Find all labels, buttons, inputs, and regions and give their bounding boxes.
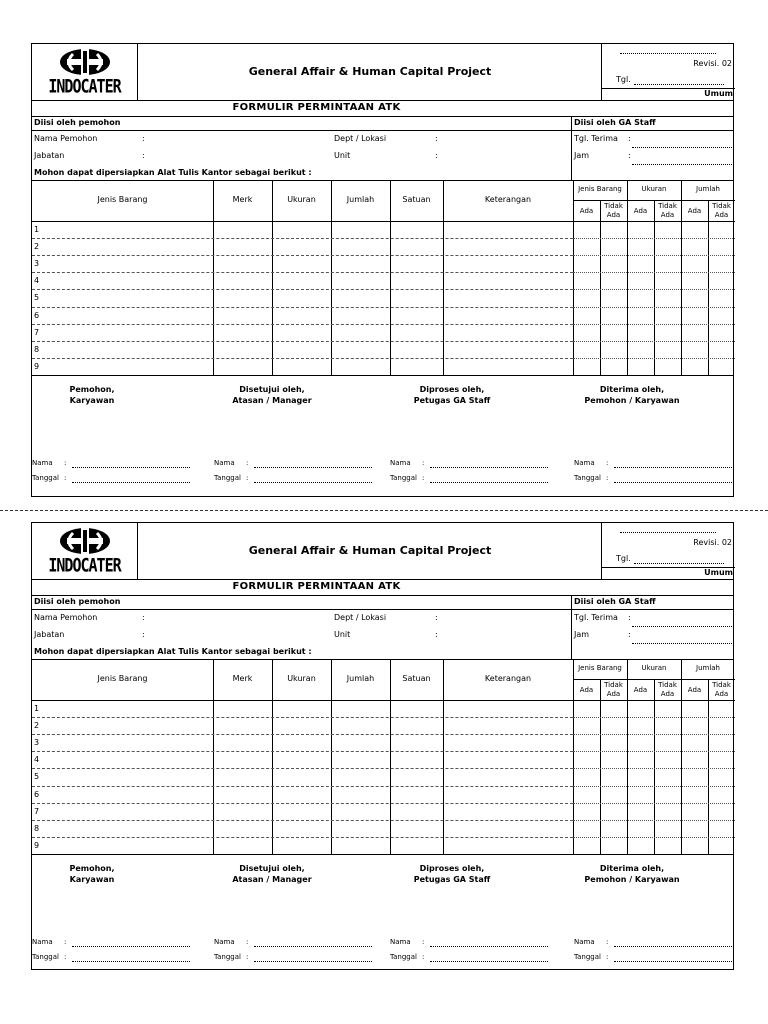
colon: :: [606, 459, 609, 467]
check-row[interactable]: [573, 341, 735, 342]
request-text: Mohon dapat dipersiapkan Alat Tulis Kantor sebagai berikut :: [34, 647, 312, 656]
sig-name-label: Nama: [390, 459, 411, 467]
col-header-item: Jenis Barang: [97, 195, 148, 204]
col-header-unit: Satuan: [402, 674, 431, 683]
col-divider: [654, 200, 655, 375]
row-number: 2: [34, 242, 40, 252]
table-row[interactable]: [32, 803, 573, 804]
col-divider: [708, 200, 709, 375]
row-number: 3: [34, 738, 40, 748]
section-divider: [32, 609, 733, 610]
row-number: 8: [34, 344, 40, 354]
table-row[interactable]: [32, 341, 573, 342]
check-row[interactable]: [573, 820, 735, 821]
col-divider: [390, 659, 391, 854]
signature-block: [22, 863, 162, 885]
check-row[interactable]: [573, 358, 735, 359]
signature-role: Pemohon,: [69, 864, 115, 873]
check-divider: [573, 679, 735, 680]
colon: :: [246, 474, 249, 482]
row-number: 5: [34, 293, 40, 303]
row-number: 6: [34, 789, 40, 799]
signature-block: [562, 863, 702, 885]
col-header-size: Ukuran: [287, 674, 316, 683]
row-number: 9: [34, 361, 40, 371]
date-label: Tgl.: [616, 554, 631, 563]
time-label: Jam: [574, 151, 590, 160]
signature-name-input[interactable]: [72, 467, 190, 468]
colon: :: [142, 613, 145, 622]
check-ada: Ada: [579, 686, 594, 694]
signature-role: Disetujui oleh,: [239, 385, 305, 394]
colon: :: [628, 613, 631, 622]
check-row[interactable]: [573, 324, 735, 325]
col-divider: [443, 659, 444, 854]
col-divider: [331, 180, 332, 375]
sig-date-label: Tanggal: [32, 474, 59, 482]
col-divider: [654, 679, 655, 854]
colon: :: [64, 459, 67, 467]
signature-date-input[interactable]: [254, 961, 372, 962]
colon: :: [246, 953, 249, 961]
col-header-notes: Keterangan: [484, 674, 532, 683]
table-bottom-border: [32, 375, 733, 376]
title-divider: [32, 595, 733, 596]
table-row[interactable]: [32, 358, 573, 359]
check-group-qty: Jumlah: [696, 185, 720, 193]
table-row[interactable]: [32, 820, 573, 821]
check-row[interactable]: [573, 734, 735, 735]
logo: [32, 44, 138, 100]
requester-name-label: Nama Pemohon: [34, 134, 98, 143]
revision-label: Revisi. 02: [693, 59, 732, 68]
signature-block: [382, 863, 522, 885]
ga-section-title: Diisi oleh GA Staff: [574, 597, 656, 606]
signature-title: Pemohon / Karyawan: [584, 875, 680, 884]
signature-date-input[interactable]: [254, 482, 372, 483]
sig-name-label: Nama: [32, 938, 53, 946]
received-date-input[interactable]: [632, 147, 732, 148]
brand-name: INDOCATER: [48, 553, 121, 577]
col-header-brand: Merk: [232, 195, 253, 204]
ga-section-title: Diisi oleh GA Staff: [574, 118, 656, 127]
brand-name: INDOCATER: [48, 74, 121, 98]
col-divider: [443, 180, 444, 375]
col-header-size: Ukuran: [287, 195, 316, 204]
check-group-size: Ukuran: [641, 185, 667, 193]
colon: :: [64, 953, 67, 961]
logo: [32, 523, 138, 579]
signature-title: Karyawan: [69, 396, 115, 405]
check-row[interactable]: [573, 717, 735, 718]
signature-name-input[interactable]: [254, 467, 372, 468]
tear-off-divider: [0, 510, 768, 511]
col-header-unit: Satuan: [402, 195, 431, 204]
check-ada: Ada: [633, 207, 648, 215]
signature-title: Petugas GA Staff: [413, 875, 491, 884]
signature-block: [562, 384, 702, 406]
colon: :: [64, 938, 67, 946]
colon: :: [606, 474, 609, 482]
sig-name-label: Nama: [214, 938, 235, 946]
unit-label: Unit: [334, 151, 351, 160]
check-row[interactable]: [573, 307, 735, 308]
row-number: 9: [34, 840, 40, 850]
check-row[interactable]: [573, 837, 735, 838]
requester-name-label: Nama Pemohon: [34, 613, 98, 622]
table-row[interactable]: [32, 238, 573, 239]
sig-name-label: Nama: [574, 938, 595, 946]
revision-box: [601, 523, 735, 579]
colon: :: [435, 134, 438, 143]
signature-date-input[interactable]: [614, 482, 732, 483]
colon: :: [628, 630, 631, 639]
colon: :: [606, 938, 609, 946]
requester-section-title: Diisi oleh pemohon: [34, 118, 121, 127]
signature-role: Pemohon,: [69, 385, 115, 394]
colon: :: [142, 134, 145, 143]
table-bottom-border: [32, 854, 733, 855]
check-row[interactable]: [573, 272, 735, 273]
section-divider: [32, 130, 733, 131]
table-row[interactable]: [32, 837, 573, 838]
col-divider: [213, 659, 214, 854]
unit-label: Unit: [334, 630, 351, 639]
colon: :: [606, 953, 609, 961]
revision-box: [601, 44, 735, 100]
signature-role: Diterima oleh,: [599, 385, 665, 394]
check-row[interactable]: [573, 289, 735, 290]
col-divider: [213, 180, 214, 375]
time-input[interactable]: [632, 164, 732, 165]
date-input[interactable]: [634, 84, 724, 85]
signature-block: [202, 863, 342, 885]
colon: :: [422, 459, 425, 467]
signature-name-input[interactable]: [614, 467, 732, 468]
colon: :: [246, 459, 249, 467]
signature-name-input[interactable]: [430, 467, 548, 468]
sig-date-label: Tanggal: [390, 953, 417, 961]
item-table: [32, 659, 735, 854]
check-group-item: Jenis Barang: [578, 664, 622, 672]
table-row[interactable]: [32, 734, 573, 735]
header-title: General Affair & Human Capital Project: [248, 65, 492, 78]
check-row[interactable]: [573, 803, 735, 804]
atk-request-form-top: [31, 43, 734, 497]
signature-name-input[interactable]: [614, 946, 732, 947]
check-group-item: Jenis Barang: [578, 185, 622, 193]
colon: :: [435, 151, 438, 160]
check-tidak-ada: Tidak Ada: [658, 202, 677, 219]
table-row[interactable]: [32, 272, 573, 273]
sig-date-label: Tanggal: [574, 953, 601, 961]
colon: :: [422, 474, 425, 482]
form-title: FORMULIR PERMINTAAN ATK: [232, 581, 401, 592]
received-date-input[interactable]: [632, 626, 732, 627]
check-ada: Ada: [633, 686, 648, 694]
col-divider: [390, 180, 391, 375]
table-header-divider: [32, 221, 735, 222]
atk-request-form-bottom: [31, 522, 734, 970]
signature-name-input[interactable]: [430, 946, 548, 947]
col-divider: [600, 200, 601, 375]
signature-title: Pemohon / Karyawan: [584, 396, 680, 405]
sig-date-label: Tanggal: [214, 953, 241, 961]
table-row[interactable]: [32, 717, 573, 718]
table-row[interactable]: [32, 289, 573, 290]
signature-date-input[interactable]: [72, 482, 190, 483]
check-row[interactable]: [573, 255, 735, 256]
check-divider: [573, 200, 735, 201]
signature-name-input[interactable]: [72, 946, 190, 947]
signature-role: Diproses oleh,: [419, 385, 485, 394]
col-header-qty: Jumlah: [346, 674, 375, 683]
check-row[interactable]: [573, 768, 735, 769]
received-date-label: Tgl. Terima: [574, 134, 618, 143]
check-row[interactable]: [573, 786, 735, 787]
position-label: Jabatan: [34, 630, 65, 639]
row-number: 7: [34, 327, 40, 337]
row-number: 1: [34, 225, 40, 234]
signature-role: Diterima oleh,: [599, 864, 665, 873]
row-number: 4: [34, 755, 40, 765]
dept-label: Dept / Lokasi: [334, 134, 387, 143]
col-divider: [272, 180, 273, 375]
colon: :: [422, 938, 425, 946]
indocater-logo-icon: [59, 527, 111, 555]
sig-name-label: Nama: [574, 459, 595, 467]
row-number: 7: [34, 806, 40, 816]
ga-divider: [571, 595, 572, 659]
row-number: 2: [34, 721, 40, 731]
sig-date-label: Tanggal: [574, 474, 601, 482]
header-divider: [32, 579, 733, 580]
check-row[interactable]: [573, 751, 735, 752]
check-tidak-ada: Tidak Ada: [604, 681, 623, 698]
signature-date-input[interactable]: [614, 961, 732, 962]
col-header-brand: Merk: [232, 674, 253, 683]
row-number: 3: [34, 259, 40, 269]
check-row[interactable]: [573, 238, 735, 239]
row-number: 1: [34, 704, 40, 713]
item-table: [32, 180, 735, 375]
header-divider: [32, 100, 733, 101]
position-label: Jabatan: [34, 151, 65, 160]
col-header-item: Jenis Barang: [97, 674, 148, 683]
sig-date-label: Tanggal: [32, 953, 59, 961]
col-divider: [331, 659, 332, 854]
indocater-logo-icon: [59, 48, 111, 76]
col-divider: [600, 679, 601, 854]
table-row[interactable]: [32, 751, 573, 752]
table-header-divider: [32, 700, 735, 701]
revision-dotted-line: [620, 53, 716, 54]
check-tidak-ada: Tidak Ada: [712, 681, 731, 698]
signature-block: [22, 384, 162, 406]
colon: :: [422, 953, 425, 961]
signature-role: Disetujui oleh,: [239, 864, 305, 873]
check-group-size: Ukuran: [641, 664, 667, 672]
colon: :: [628, 151, 631, 160]
sig-name-label: Nama: [32, 459, 53, 467]
signature-date-input[interactable]: [430, 482, 548, 483]
col-header-qty: Jumlah: [346, 195, 375, 204]
check-ada: Ada: [687, 207, 702, 215]
table-row[interactable]: [32, 307, 573, 308]
date-label: Tgl.: [616, 75, 631, 84]
col-divider: [272, 659, 273, 854]
requester-section-title: Diisi oleh pemohon: [34, 597, 121, 606]
classification-label: Umum: [704, 89, 733, 98]
sig-name-label: Nama: [214, 459, 235, 467]
header-title: General Affair & Human Capital Project: [248, 544, 492, 557]
signature-block: [382, 384, 522, 406]
colon: :: [142, 630, 145, 639]
signature-role: Diproses oleh,: [419, 864, 485, 873]
ga-divider: [571, 116, 572, 180]
check-group-qty: Jumlah: [696, 664, 720, 672]
colon: :: [628, 134, 631, 143]
table-row[interactable]: [32, 324, 573, 325]
sig-date-label: Tanggal: [214, 474, 241, 482]
row-number: 4: [34, 276, 40, 286]
colon: :: [435, 630, 438, 639]
dept-label: Dept / Lokasi: [334, 613, 387, 622]
col-divider: [708, 679, 709, 854]
row-number: 6: [34, 310, 40, 320]
signature-date-input[interactable]: [72, 961, 190, 962]
table-row[interactable]: [32, 786, 573, 787]
signature-title: Atasan / Manager: [232, 875, 312, 884]
form-title: FORMULIR PERMINTAAN ATK: [232, 102, 401, 113]
check-tidak-ada: Tidak Ada: [712, 202, 731, 219]
table-row[interactable]: [32, 255, 573, 256]
row-number: 8: [34, 823, 40, 833]
colon: :: [246, 938, 249, 946]
time-label: Jam: [574, 630, 590, 639]
revision-dotted-line: [620, 532, 716, 533]
check-ada: Ada: [687, 686, 702, 694]
table-row[interactable]: [32, 768, 573, 769]
signature-date-input[interactable]: [430, 961, 548, 962]
classification-label: Umum: [704, 568, 733, 577]
date-input[interactable]: [634, 563, 724, 564]
signature-title: Karyawan: [69, 875, 115, 884]
signature-block: [202, 384, 342, 406]
check-tidak-ada: Tidak Ada: [604, 202, 623, 219]
time-input[interactable]: [632, 643, 732, 644]
col-header-notes: Keterangan: [484, 195, 532, 204]
check-ada: Ada: [579, 207, 594, 215]
check-tidak-ada: Tidak Ada: [658, 681, 677, 698]
received-date-label: Tgl. Terima: [574, 613, 618, 622]
row-number: 5: [34, 772, 40, 782]
title-divider: [32, 116, 733, 117]
colon: :: [64, 474, 67, 482]
colon: :: [142, 151, 145, 160]
request-text: Mohon dapat dipersiapkan Alat Tulis Kantor sebagai berikut :: [34, 168, 312, 177]
sig-date-label: Tanggal: [390, 474, 417, 482]
signature-title: Atasan / Manager: [232, 396, 312, 405]
signature-name-input[interactable]: [254, 946, 372, 947]
signature-title: Petugas GA Staff: [413, 396, 491, 405]
revision-label: Revisi. 02: [693, 538, 732, 547]
colon: :: [435, 613, 438, 622]
sig-name-label: Nama: [390, 938, 411, 946]
